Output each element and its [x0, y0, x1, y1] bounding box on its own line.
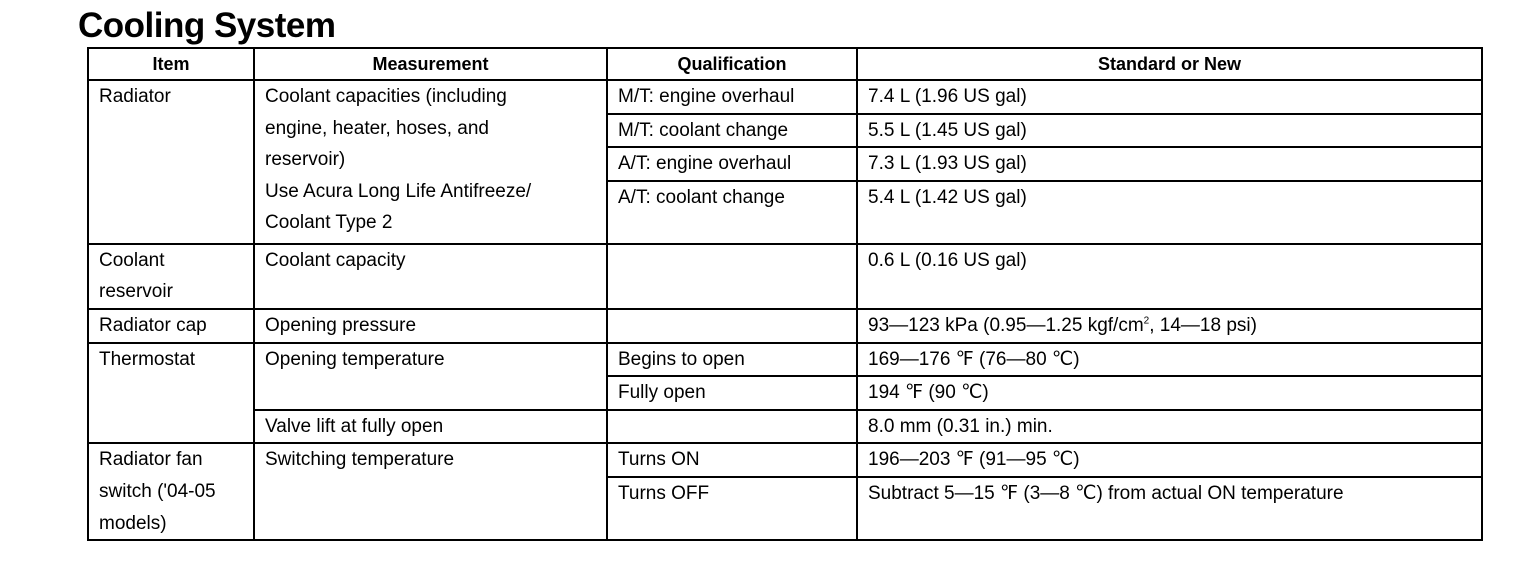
cell-qualification — [607, 309, 857, 343]
cell-qualification: Turns ON — [607, 443, 857, 477]
item-line: Coolant — [99, 249, 165, 271]
cell-standard: 0.6 L (0.16 US gal) — [857, 244, 1482, 309]
table-row-radiator-cap — [88, 309, 1482, 343]
column-header-standard: Standard or New — [857, 48, 1482, 80]
cell-measurement: Coolant capacity — [254, 244, 607, 309]
cell-standard — [857, 309, 1482, 343]
page-title: Cooling System — [78, 6, 336, 45]
cell-standard: 5.5 L (1.45 US gal) — [857, 114, 1482, 148]
cell-qualification: A/T: coolant change — [607, 181, 857, 244]
cell-qualification: Begins to open — [607, 343, 857, 377]
cell-item-fan-switch — [88, 443, 254, 540]
measurement-line: Use Acura Long Life Antifreeze/ — [265, 180, 532, 202]
item-radiator: Radiator — [99, 86, 171, 107]
item-line: reservoir — [99, 281, 173, 303]
column-header-measurement: Measurement — [254, 48, 607, 80]
cell-measurement: Switching temperature — [254, 443, 607, 540]
cell-item: Radiator cap — [88, 309, 254, 343]
measurement-line: Coolant capacities (including — [265, 86, 507, 107]
cell-standard: 194 ℉ (90 ℃) — [857, 376, 1482, 410]
cell-standard: Subtract 5—15 ℉ (3—8 ℃) from actual ON temperature — [857, 477, 1482, 540]
item-line: models) — [99, 512, 167, 534]
cell-standard: 5.4 L (1.42 US gal) — [857, 181, 1482, 244]
standard-text: 93—123 kPa (0.95—1.25 kgf/cm — [868, 314, 1144, 336]
cell-qualification: Turns OFF — [607, 477, 857, 540]
cell-item: Thermostat — [88, 343, 254, 444]
measurement-line: engine, heater, hoses, and — [265, 117, 489, 139]
cooling-system-spec-table — [87, 47, 1483, 541]
measurement-line: reservoir) — [265, 149, 346, 171]
cell-item-coolant-reservoir — [88, 244, 254, 309]
cell-qualification: M/T: coolant change — [607, 114, 857, 148]
table-row — [88, 410, 1482, 444]
item-line: switch ('04-05 — [99, 480, 216, 502]
cell-qualification: A/T: engine overhaul — [607, 147, 857, 181]
cell-standard: 7.3 L (1.93 US gal) — [857, 147, 1482, 181]
table-row-thermostat — [88, 343, 1482, 377]
cell-measurement-radiator — [254, 80, 607, 244]
cell-measurement: Opening temperature — [254, 343, 607, 410]
column-header-item: Item — [88, 48, 254, 80]
item-line: Radiator fan — [99, 449, 203, 471]
cell-qualification — [607, 410, 857, 444]
cell-standard: 7.4 L (1.96 US gal) — [857, 80, 1482, 114]
cell-standard: 8.0 mm (0.31 in.) min. — [857, 410, 1482, 444]
standard-text: , 14—18 psi) — [1149, 314, 1257, 336]
table-row-coolant-reservoir — [88, 244, 1482, 309]
table-row-fan-switch — [88, 443, 1482, 477]
column-header-qualification: Qualification — [607, 48, 857, 80]
superscript: 2 — [1143, 315, 1150, 327]
cell-measurement: Opening pressure — [254, 309, 607, 343]
cell-item-radiator — [88, 80, 254, 244]
measurement-line: Coolant Type 2 — [265, 212, 393, 234]
cell-qualification — [607, 244, 857, 309]
cell-measurement: Valve lift at fully open — [254, 410, 607, 444]
cell-standard: 196—203 ℉ (91—95 ℃) — [857, 443, 1482, 477]
cell-qualification: Fully open — [607, 376, 857, 410]
table-header-row — [88, 48, 1482, 80]
cell-standard: 169—176 ℉ (76—80 ℃) — [857, 343, 1482, 377]
table-row-radiator — [88, 80, 1482, 114]
cell-qualification: M/T: engine overhaul — [607, 80, 857, 114]
